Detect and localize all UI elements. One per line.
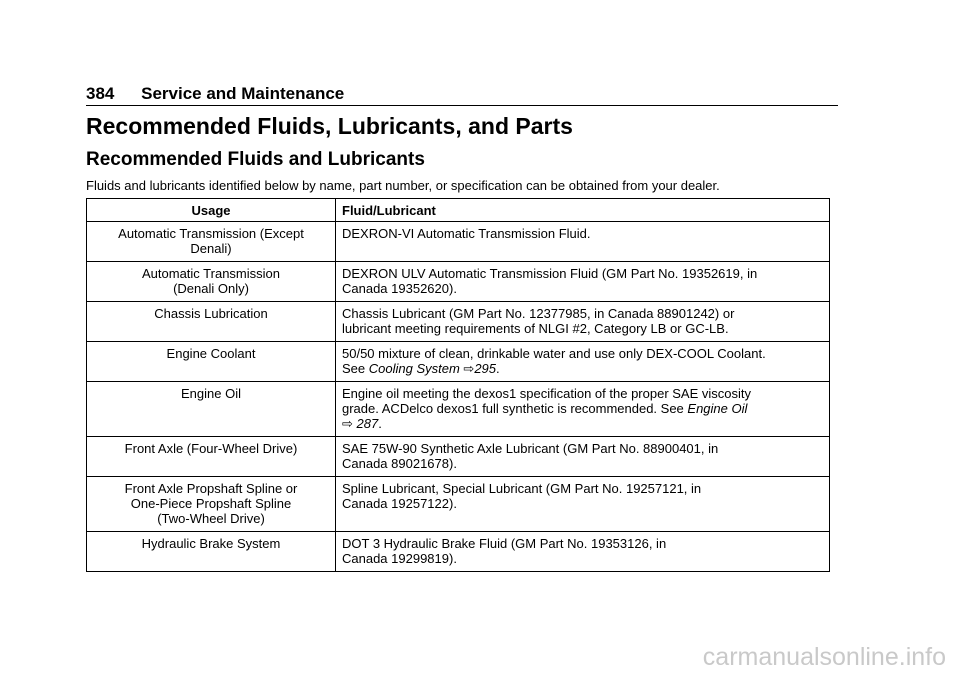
fluid-cell (336, 302, 830, 342)
page-ref-arrow-icon: ⇨ (463, 361, 475, 376)
fluid-cell: Engine oil meeting the dexos1 specification of the proper SAE viscosity grade. ACDelco dexos1 full synthetic is recommended. See Engine Oil ⇨ 287. (336, 382, 830, 437)
fluid-line: grade. ACDelco dexos1 full synthetic is recommended. See (342, 401, 688, 416)
see-text: See (342, 361, 369, 376)
usage-line: Engine Coolant (166, 346, 256, 361)
fluid-cell: 50/50 mixture of clean, drinkable water and use only DEX-COOL Coolant. See Cooling System ⇨295. (336, 342, 830, 382)
table-row (87, 342, 830, 382)
fluid-cell (336, 262, 830, 302)
usage-line: Chassis Lubrication (154, 306, 268, 321)
table-row (87, 382, 830, 437)
fluid-cell (336, 437, 830, 477)
fluid-line: SAE 75W-90 Synthetic Axle Lubricant (GM Part No. 88900401, in (342, 441, 719, 456)
usage-line: One-Piece Propshaft Spline (130, 496, 292, 511)
fluid-line: Engine oil meeting the dexos1 specification of the proper SAE viscosity (342, 386, 752, 401)
cross-reference-link[interactable]: Engine Oil (687, 401, 748, 416)
usage-line: Denali) (190, 241, 232, 256)
usage-cell (87, 302, 336, 342)
header-rule (86, 105, 838, 106)
usage-line: Automatic Transmission (142, 266, 280, 281)
usage-cell (87, 477, 336, 532)
fluid-line: Canada 19352620). (342, 281, 457, 296)
fluid-line: Chassis Lubricant (GM Part No. 12377985, in Canada 88901242) or (342, 306, 735, 321)
fluid-line: Canada 89021678). (342, 456, 457, 471)
section-heading: Recommended Fluids and Lubricants (86, 149, 425, 170)
usage-cell (87, 532, 336, 572)
intro-paragraph: Fluids and lubricants identified below by name, part number, or specification can be obtained from your dealer. (86, 178, 720, 193)
usage-line: (Two-Wheel Drive) (157, 511, 265, 526)
page-header (86, 84, 344, 104)
table-row (87, 302, 830, 342)
cross-reference-page[interactable]: 287 (356, 416, 379, 431)
table-row (87, 532, 830, 572)
usage-line: Automatic Transmission (Except (118, 226, 304, 241)
fluid-line: Canada 19299819). (342, 551, 457, 566)
table-header-row (87, 199, 830, 222)
watermark: carmanualsonline.info (702, 643, 946, 671)
page-title: Recommended Fluids, Lubricants, and Parts (86, 113, 573, 139)
fluid-line: lubricant meeting requirements of NLGI #2, Category LB or GC-LB. (342, 321, 729, 336)
usage-cell (87, 342, 336, 382)
usage-line: Front Axle Propshaft Spline or (124, 481, 298, 496)
section-title: Service and Maintenance (141, 84, 345, 103)
page-ref-arrow-icon: ⇨ (342, 416, 353, 431)
usage-line: Hydraulic Brake System (141, 536, 281, 551)
fluid-cell (336, 477, 830, 532)
fluid-line: DEXRON-VI Automatic Transmission Fluid. (342, 226, 591, 241)
usage-cell (87, 437, 336, 477)
fluid-line: DEXRON ULV Automatic Transmission Fluid (GM Part No. 19352619, in (342, 266, 758, 281)
usage-cell (87, 262, 336, 302)
column-header-fluid: Fluid/Lubricant (336, 199, 830, 222)
fluid-cell (336, 222, 830, 262)
fluid-line: 50/50 mixture of clean, drinkable water and use only DEX-COOL Coolant. (342, 346, 766, 361)
fluid-line: Canada 19257122). (342, 496, 457, 511)
fluid-line: DOT 3 Hydraulic Brake Fluid (GM Part No. 19353126, in (342, 536, 667, 551)
cross-reference-page[interactable]: 295 (474, 361, 497, 376)
usage-line: Front Axle (Four-Wheel Drive) (124, 441, 298, 456)
usage-line: (Denali Only) (173, 281, 249, 296)
table-row (87, 477, 830, 532)
table-row (87, 437, 830, 477)
fluids-table (86, 198, 830, 572)
page-number: 384 (86, 84, 115, 103)
usage-cell (87, 382, 336, 437)
cross-reference-link[interactable]: Cooling System (368, 361, 460, 376)
table-row (87, 262, 830, 302)
usage-cell (87, 222, 336, 262)
table-row (87, 222, 830, 262)
fluid-line: Spline Lubricant, Special Lubricant (GM Part No. 19257121, in (342, 481, 702, 496)
fluid-cell (336, 532, 830, 572)
usage-line: Engine Oil (181, 386, 241, 401)
column-header-usage: Usage (87, 199, 336, 222)
